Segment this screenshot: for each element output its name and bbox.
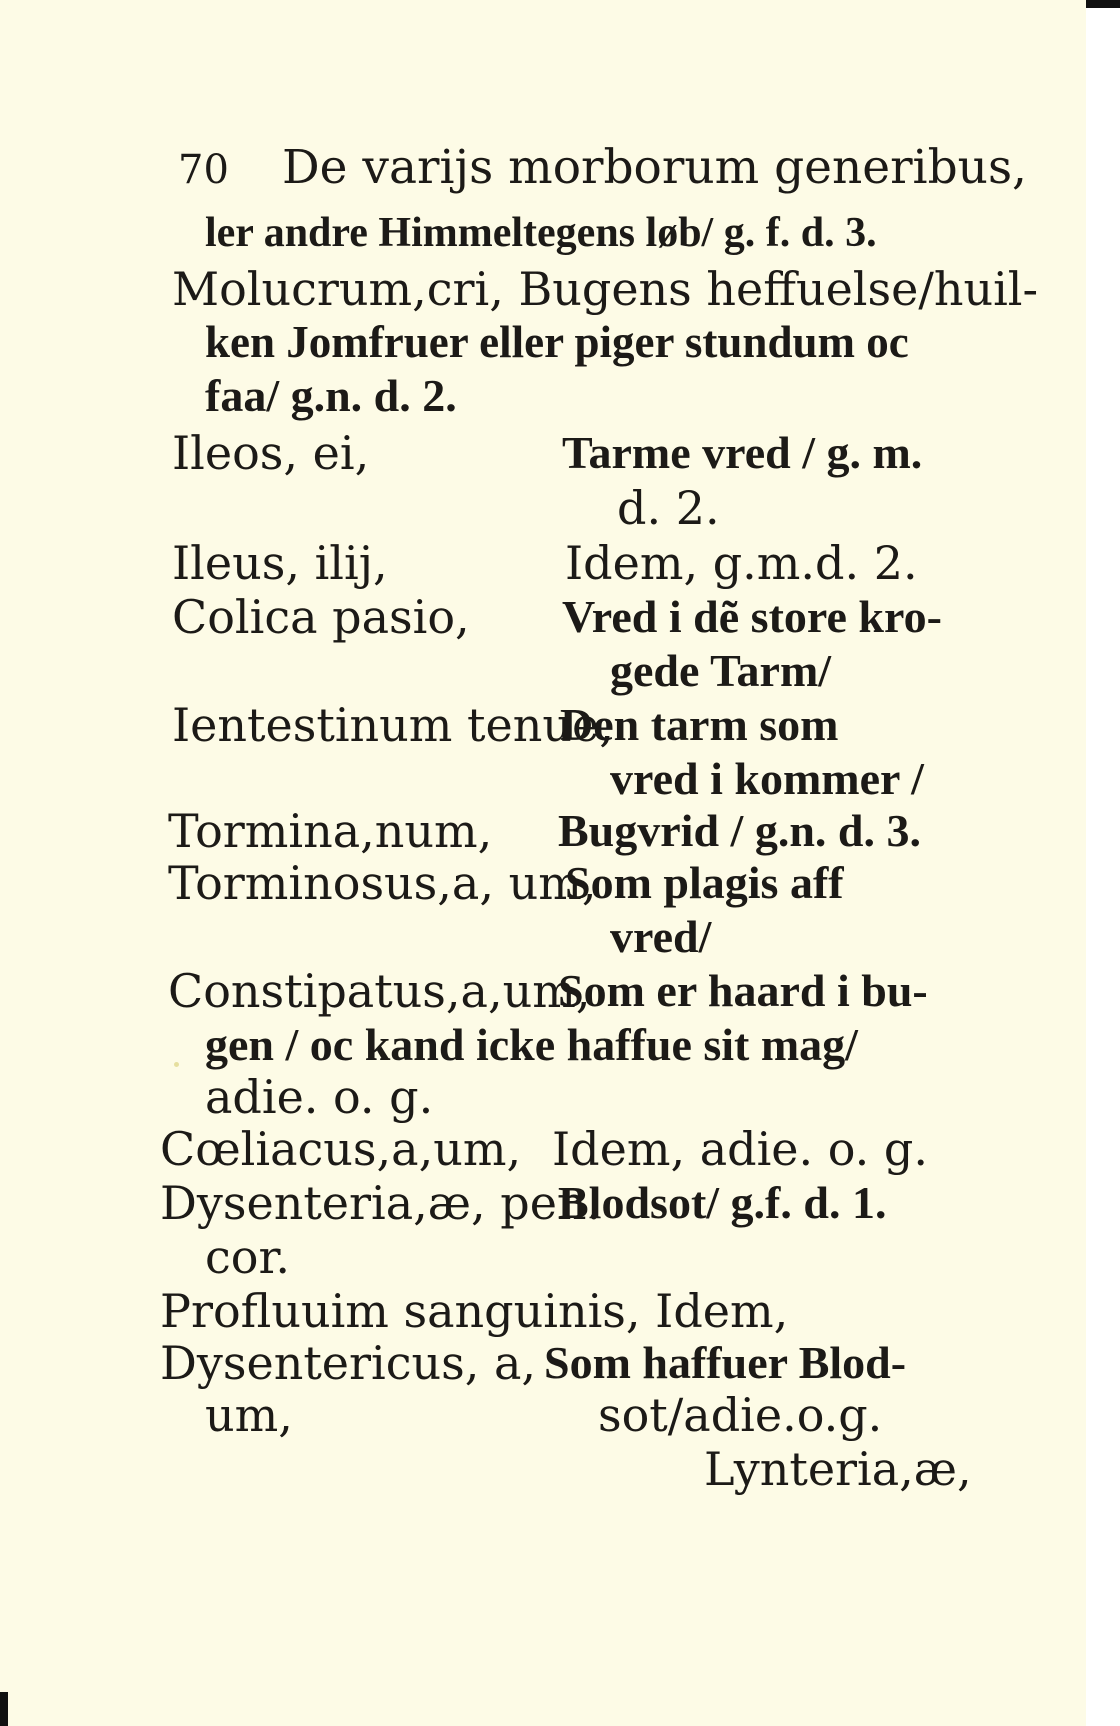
entry-latin: Tormina,num, bbox=[168, 804, 493, 858]
entry-danish: Vred i dẽ store kro- bbox=[562, 591, 942, 642]
running-head: De variјs morborum generibus, bbox=[282, 140, 1028, 195]
entry-continuation: um, bbox=[205, 1388, 293, 1442]
entry-danish: Tarme vred / g. m. bbox=[562, 427, 923, 478]
entry-continuation: d. 2. bbox=[617, 481, 720, 535]
scan-edge-mark bbox=[0, 1692, 8, 1726]
entry-danish: Som plagis aff bbox=[565, 857, 844, 908]
entry-danish: Blodsot/ g.f. d. 1. bbox=[558, 1177, 887, 1228]
page-number: 70 bbox=[178, 147, 229, 193]
text-line: ler andre Himmeltegens løb/ g. f. d. 3. bbox=[205, 210, 877, 256]
entry-danish: Idem, adie. o. g. bbox=[552, 1122, 928, 1176]
catchword: Lynteria,æ, bbox=[704, 1442, 972, 1496]
entry-latin: Dysenteria,æ, pen. bbox=[160, 1176, 602, 1230]
entry-continuation: gede Tarm/ bbox=[610, 645, 832, 696]
entry-latin: Ientestinum tenue, bbox=[172, 698, 614, 752]
paper-speck bbox=[174, 1062, 179, 1067]
entry-danish: Som haffuer Blod- bbox=[544, 1337, 907, 1388]
scan-edge-mark bbox=[1086, 0, 1120, 8]
entry-danish: Den tarm som bbox=[560, 699, 839, 750]
scan-margin bbox=[1086, 0, 1120, 1726]
entry-continuation: gen / oc kand icke haffue sit mag/ bbox=[205, 1019, 858, 1070]
entry-headword-line: Profluuim sanguinis, Idem, bbox=[160, 1284, 789, 1338]
entry-continuation: cor. bbox=[205, 1230, 291, 1284]
entry-continuation: adie. o. g. bbox=[205, 1070, 434, 1124]
entry-latin: Ileos, ei, bbox=[172, 426, 370, 480]
entry-continuation: vred i kommer / bbox=[610, 753, 924, 804]
entry-latin: Colica pasio, bbox=[172, 590, 470, 644]
entry-latin: Constipatus,a,um, bbox=[168, 964, 591, 1018]
entry-continuation: vred/ bbox=[610, 911, 712, 962]
entry-latin: Dysentericus, a, bbox=[160, 1336, 537, 1390]
entry-danish: Som er haard i bu- bbox=[558, 965, 928, 1016]
entry-headword-line: Molucrum,cri, Bugens heffuelse/huil- bbox=[172, 262, 1039, 316]
entry-latin: Cœliacus,a,um, bbox=[160, 1122, 522, 1176]
text-line: faa/ g.n. d. 2. bbox=[205, 370, 457, 421]
entry-danish: Idem, g.m.d. 2. bbox=[565, 536, 918, 590]
entry-latin: Ileus, iliј, bbox=[172, 536, 388, 590]
entry-continuation: sot/adie.o.g. bbox=[598, 1388, 883, 1442]
entry-danish: Bugvrid / g.n. d. 3. bbox=[558, 805, 921, 856]
entry-latin: Torminosus,a, um, bbox=[168, 856, 597, 910]
text-line: ken Jomfruer eller piger stundum oc bbox=[205, 317, 909, 367]
